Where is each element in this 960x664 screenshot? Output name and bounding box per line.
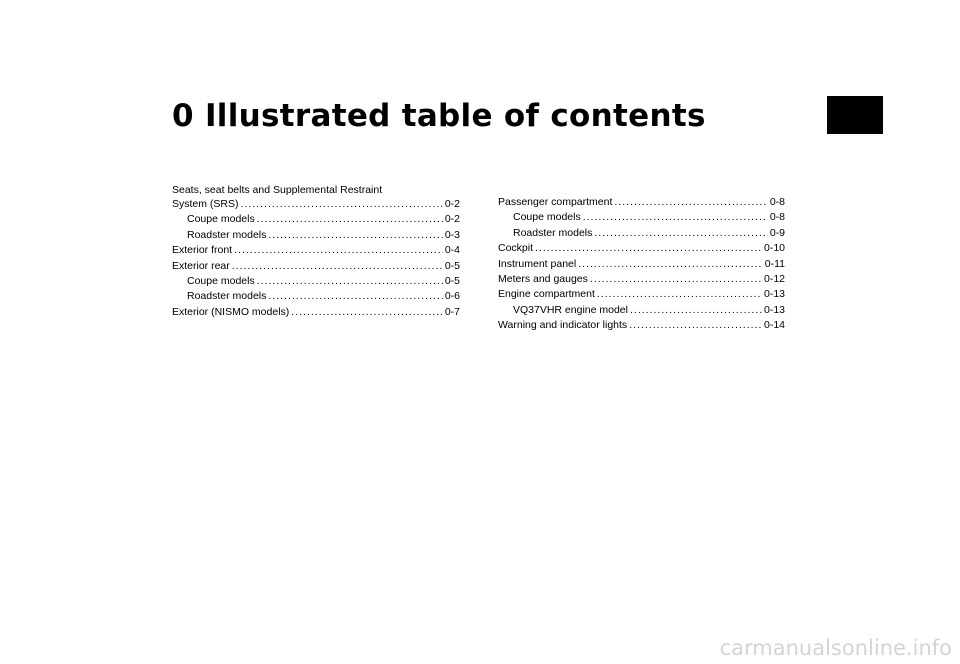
toc-page-number: 0-5: [444, 259, 460, 272]
toc-leader-dots: [594, 226, 767, 241]
toc-page-number: 0-2: [444, 198, 460, 210]
toc-page-number: 0-11: [764, 257, 785, 270]
toc-entry[interactable]: [172, 305, 460, 320]
toc-page-number: 0-9: [769, 226, 785, 239]
toc-page-number: 0-13: [763, 303, 785, 316]
toc-page-number: 0-10: [763, 242, 785, 255]
toc-subentry[interactable]: [498, 303, 785, 318]
toc-leader-dots: [597, 287, 762, 302]
toc-page-number: 0-6: [444, 290, 460, 303]
toc-page-number: 0-13: [763, 288, 785, 301]
toc-entry-label: Roadster models: [513, 226, 593, 239]
toc-entry-label: Instrument panel: [498, 257, 577, 270]
toc-leader-dots: [629, 318, 762, 333]
toc-entry-label-line: Seats, seat belts and Supplemental Restraint: [172, 184, 383, 196]
toc-page-number: 0-8: [769, 211, 785, 224]
toc-left-list: [172, 212, 460, 320]
toc-leader-dots: [535, 241, 762, 256]
toc-right-column: [498, 195, 785, 334]
toc-leader-dots: [630, 303, 762, 318]
toc-entry-label: Warning and indicator lights: [498, 319, 628, 332]
toc-entry[interactable]: [498, 257, 785, 272]
toc-entry-label: Cockpit: [498, 242, 534, 255]
toc-entry-label: Exterior rear: [172, 259, 230, 272]
toc-entry[interactable]: [498, 241, 785, 256]
toc-entry-label: Passenger compartment: [498, 196, 613, 208]
toc-page-number: 0-14: [763, 319, 785, 332]
toc-leader-dots: [291, 305, 443, 320]
toc-entry-label: Roadster models: [187, 290, 267, 303]
toc-leader-dots: [590, 272, 762, 287]
toc-leader-dots: [268, 228, 442, 243]
toc-right-list: [498, 195, 785, 334]
toc-entry-label: Exterior front: [172, 244, 233, 257]
toc-subentry[interactable]: [172, 212, 460, 227]
toc-leader-dots: [578, 257, 763, 272]
toc-subentry[interactable]: [172, 274, 460, 289]
toc-entry-label: System (SRS): [172, 198, 239, 210]
toc-entry[interactable]: [498, 318, 785, 333]
toc-page-number: 0-5: [444, 274, 460, 287]
toc-leader-dots: [257, 274, 443, 289]
toc-entry[interactable]: [172, 243, 460, 258]
toc-leader-dots: [257, 212, 443, 227]
section-tab-marker: [827, 96, 883, 134]
toc-entry-label: Roadster models: [187, 228, 267, 241]
toc-page-number: 0-2: [444, 213, 460, 226]
toc-page-number: 0-12: [763, 272, 785, 285]
toc-subentry[interactable]: [498, 210, 785, 225]
toc-entry[interactable]: [172, 197, 460, 212]
toc-entry-label: Coupe models: [187, 213, 255, 226]
toc-page-number: 0-8: [769, 196, 785, 208]
toc-page-number: 0-4: [444, 244, 460, 257]
toc-entry-label: Meters and gauges: [498, 272, 588, 285]
toc-left-column: [172, 184, 460, 320]
toc-entry-label: VQ37VHR engine model: [513, 303, 628, 316]
page-title: 0 Illustrated table of contents: [172, 98, 706, 134]
toc-entry[interactable]: [498, 272, 785, 287]
toc-page-number: 0-7: [444, 305, 460, 318]
toc-leader-dots: [583, 210, 768, 225]
toc-entry[interactable]: [498, 195, 785, 210]
toc-leader-dots: [234, 243, 443, 258]
toc-leader-dots: [241, 197, 443, 212]
toc-leader-dots: [614, 195, 767, 210]
toc-entry-label: Coupe models: [187, 274, 255, 287]
toc-subentry[interactable]: [172, 289, 460, 304]
toc-entry[interactable]: [498, 287, 785, 302]
toc-leader-dots: [232, 259, 443, 274]
toc-page-number: 0-3: [444, 228, 460, 241]
toc-entry-label: Engine compartment: [498, 288, 595, 301]
watermark: carmanualsonline.info: [719, 636, 952, 660]
toc-entry[interactable]: [172, 259, 460, 274]
toc-entry-label: Exterior (NISMO models): [172, 305, 290, 318]
toc-entry-label: Coupe models: [513, 211, 581, 224]
toc-subentry[interactable]: [172, 228, 460, 243]
toc-leader-dots: [268, 289, 442, 304]
toc-subentry[interactable]: [498, 226, 785, 241]
